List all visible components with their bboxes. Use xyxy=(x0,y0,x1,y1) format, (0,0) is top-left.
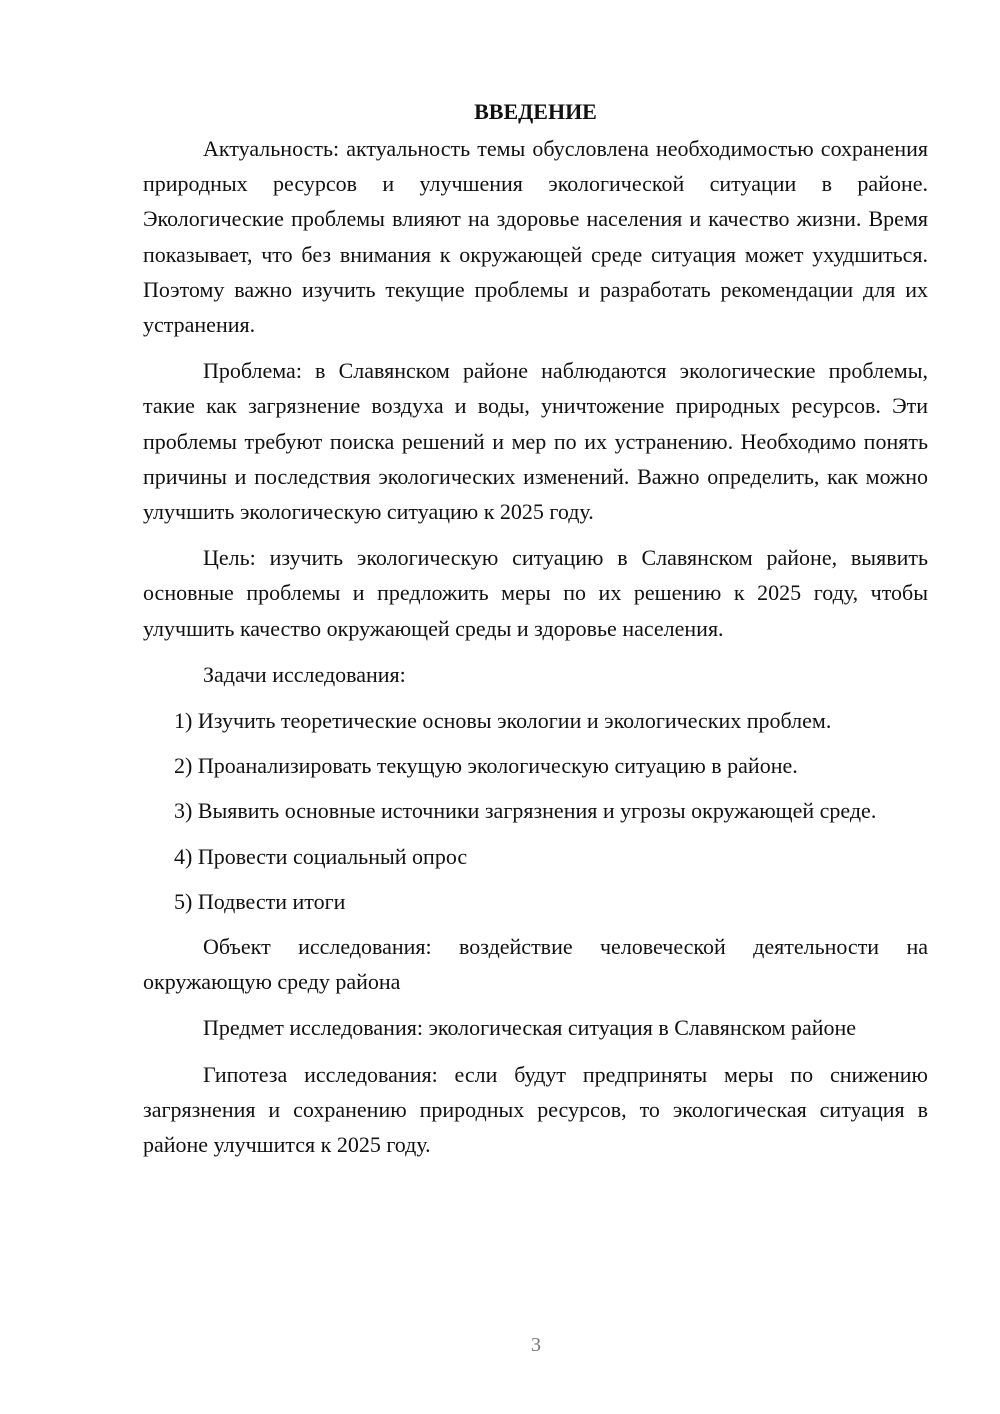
task-item: 3) Выявить основные источники загрязнения и угрозы окружающей среде. xyxy=(174,798,877,824)
paragraph-relevance: Актуальность: актуальность темы обусловлена необходимостью сохранения природных ресурсов и улучшения экологической ситуации в районе. Экологические проблемы влияют на здоровье населения и качество жизни. Время показывает, что без внимания к окружающей среде ситуация может ухудшиться. Поэтому важно изучить текущие проблемы и разработать рекомендации для их устранения. xyxy=(143,136,928,338)
paragraph-goal: Цель: изучить экологическую ситуацию в Славянском районе, выявить основные проблемы и предложить меры по их решению к 2025 году, чтобы улучшить качество окружающей среды и здоровье населения. xyxy=(143,545,928,641)
page-title: ВВЕДЕНИЕ xyxy=(474,99,597,124)
task-item: 1) Изучить теоретические основы экологии и экологических проблем. xyxy=(174,708,832,734)
paragraph-subject: Предмет исследования: экологическая ситуация в Славянском районе xyxy=(203,1015,857,1041)
tasks-heading: Задачи исследования: xyxy=(203,661,406,687)
paragraph-hypothesis: Гипотеза исследования: если будут предприняты меры по снижению загрязнения и сохранению природных ресурсов, то экологическая ситуация в районе улучшится к 2025 году. xyxy=(143,1061,928,1158)
paragraph-object: Объект исследования: воздействие человеческой деятельности на окружающую среду района xyxy=(143,934,928,995)
task-item: 2) Проанализировать текущую экологическую ситуацию в районе. xyxy=(174,753,798,779)
task-item: 5) Подвести итоги xyxy=(174,888,346,914)
task-item: 4) Провести социальный опрос xyxy=(174,843,468,869)
paragraph-problem: Проблема: в Славянском районе наблюдаются экологические проблемы, такие как загрязнение воздуха и воды, уничтожение природных ресурсов. Эти проблемы требуют поиска решений и мер по их устранению. Необходимо понять причины и последствия экологических изменений. Важно определить, как можно улучшить экологическую ситуацию к 2025 году. xyxy=(143,358,928,525)
page-content xyxy=(143,94,928,1173)
page-number: 3 xyxy=(531,1334,541,1356)
